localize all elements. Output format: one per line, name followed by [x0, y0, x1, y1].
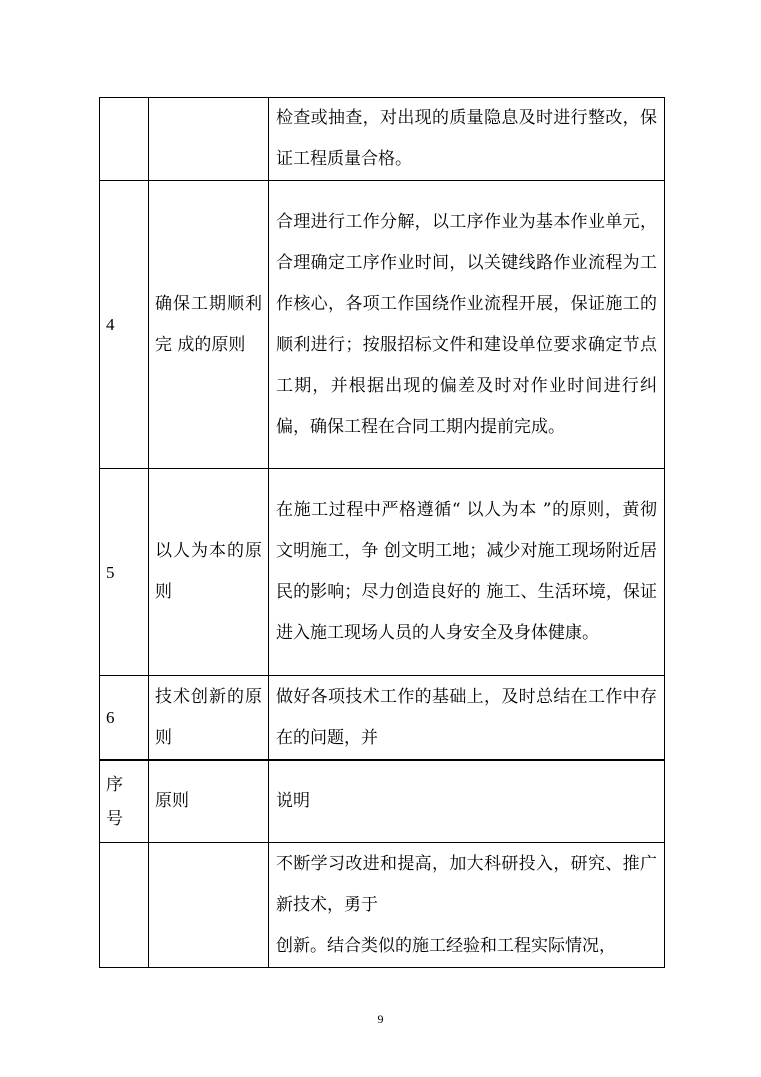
description-text-line2: 创新。结合类似的施工经验和工程实际情况，	[276, 935, 616, 956]
description-text-line1: 不断学习改进和提高，加大科研投入，研究、推广新技术，勇于	[276, 853, 657, 915]
description-cell	[269, 469, 665, 676]
principle-cell	[149, 98, 269, 181]
description-text: 在施工过程中严格遵循“ 以人为本 ”的原则，黄彻文明施工，争 创文明工地；减少对施工现场附近居民的影响；尽力创造良好的 施工、生活环境，保证进入施工现场人员的人身安全及身体健康。	[276, 500, 657, 643]
principle-text: 技术创新的原则	[155, 686, 262, 748]
header-description-cell: 说明	[269, 761, 665, 843]
description-cell	[269, 843, 665, 968]
row-number-cell: 4	[100, 181, 149, 469]
table-row	[100, 843, 665, 968]
row-number-cell: 6	[100, 676, 149, 760]
principle-text: 确保工期顺利完 成的原则	[155, 293, 262, 355]
header-number-cell	[100, 761, 149, 843]
row-number-cell	[100, 843, 149, 968]
principle-cell	[149, 181, 269, 469]
table-row	[100, 98, 665, 181]
table-row	[100, 469, 665, 676]
table-row	[100, 181, 665, 469]
row-number-cell: 5	[100, 469, 149, 676]
description-text: 做好各项技术工作的基础上，及时总结在工作中存在的问题，并	[276, 686, 657, 748]
principle-cell	[149, 676, 269, 760]
page-number: 9	[377, 1012, 384, 1026]
table-row	[100, 676, 665, 760]
principles-table-header-repeat	[99, 760, 665, 968]
header-principle-cell: 原则	[149, 761, 269, 843]
row-number-cell	[100, 98, 149, 181]
description-cell	[269, 98, 665, 181]
header-number-text: 序号	[106, 774, 123, 829]
description-cell	[269, 676, 665, 760]
principle-cell	[149, 469, 269, 676]
description-text: 合理进行工作分解，以工序作业为基本作业单元，合理确定工序作业时间，以关键线路作业流程为工作核心，各项工作国绕作业流程开展，保证施工的顺利进行；按服招标文件和建设单位要求确定节点工期，并根据出现的偏差及时对作业时间进行纠偏，确保工程在合同工期内提前完成。	[276, 211, 657, 437]
description-text: 检查或抽查，对出现的质量隐息及时进行整改，保证工程质量合格。	[276, 108, 657, 169]
table-header-row	[100, 761, 665, 843]
principle-text: 以人为本的原则	[155, 541, 262, 602]
principle-cell	[149, 843, 269, 968]
description-cell	[269, 181, 665, 469]
principles-table-continued	[99, 97, 665, 760]
